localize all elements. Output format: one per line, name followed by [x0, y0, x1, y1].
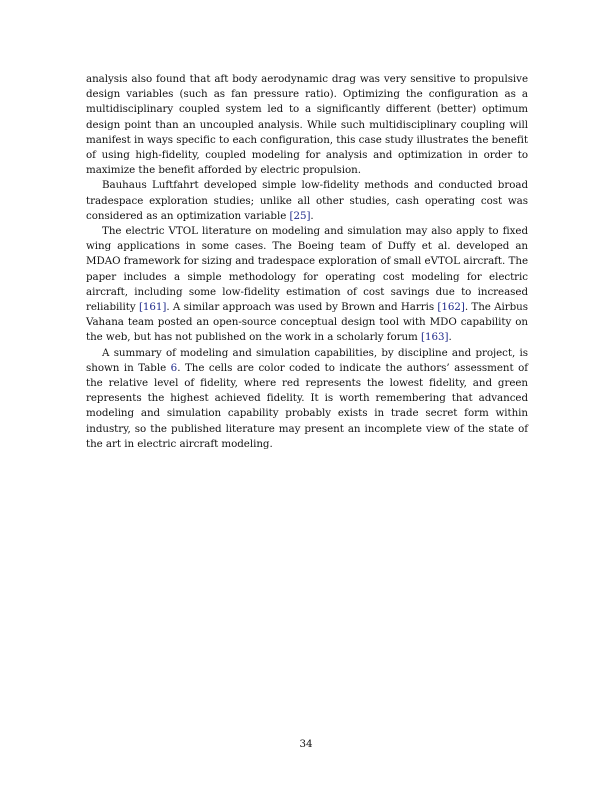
- paragraph-2: [86, 178, 528, 224]
- text-run: . The Airbus Vahana team posted an open-source conceptual design tool with MDO capability on the web, but has not published on the work in a scholarly forum: [86, 301, 528, 344]
- text-run: Bauhaus Luftfahrt developed simple low-fidelity methods and conducted broad tradespace exploration studies; unlike all other studies, cash operating cost was considered as an optimization variable: [86, 179, 528, 222]
- paragraph-4: [86, 346, 528, 452]
- paragraph-3: [86, 224, 528, 346]
- body-text: [86, 72, 528, 452]
- text-run: . The cells are color coded to indicate the authors’ assessment of the relative level of fidelity, where red represents the lowest fidelity, and green represents the highest achieved fidelity. It is worth remembering that advanced modeling and simulation capability probably exists in trade secret form within industry, so the published literature may present an incomplete view of the state of the art in electric aircraft modeling.: [86, 361, 529, 450]
- paragraph-1: [86, 72, 528, 178]
- text-run: .: [310, 209, 314, 222]
- citation-link[interactable]: [163]: [420, 331, 449, 344]
- text-run: . A similar approach was used by Brown and Harris: [166, 301, 438, 314]
- citation-link[interactable]: 6: [170, 361, 178, 374]
- citation-link[interactable]: [162]: [437, 301, 465, 314]
- citation-link[interactable]: [161]: [138, 301, 167, 314]
- text-run: A summary of modeling and simulation capabilities, by discipline and project, is shown in Table: [86, 346, 528, 374]
- text-run: The electric VTOL literature on modeling and simulation may also apply to fixed wing applications in some cases. The Boeing team of Duffy et al. developed an MDAO framework for sizing and tradespace exploration of small eVTOL aircraft. The paper includes a simple methodology for operating cost modeling for electric aircraft, including some low-fidelity estimation of cost savings due to increased reliability: [86, 225, 528, 314]
- page-number: 34: [299, 738, 313, 750]
- text-run: .: [448, 331, 452, 344]
- citation-link[interactable]: [25]: [289, 209, 311, 222]
- text-run: analysis also found that aft body aerodynamic drag was very sensitive to propulsive design variables (such as fan pressure ratio). Optimizing the configuration as a multidisciplinary coupled system led to a significantly different (better) optimum design point than an uncoupled analysis. While such multidisciplinary coupling will manifest in ways specific to each configuration, this case study illustrates the benefit of using high-fidelity, coupled modeling for analysis and optimization in order to maximize the benefit afforded by electric propulsion.: [86, 73, 528, 177]
